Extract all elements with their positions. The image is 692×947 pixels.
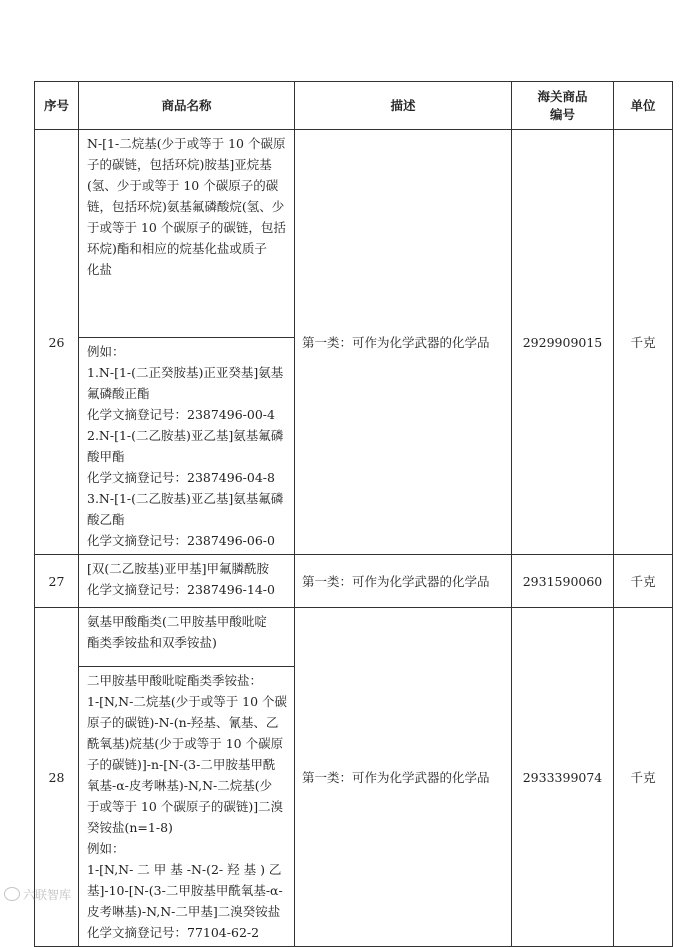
name-line: 癸铵盐(n=1-8) — [87, 820, 173, 835]
watermark-logo-icon — [4, 887, 20, 901]
name-line: 氟磷酸正酯 — [87, 386, 150, 401]
cell-index: 26 — [35, 130, 79, 555]
name-line: 酰氧基)烷基(少于或等于 10 个碳原 — [87, 736, 284, 751]
name-line: 基]-10-[N-(3-二甲胺基甲酰氧基-α- — [87, 883, 283, 898]
name-line: 二甲胺基甲酸吡啶酯类季铵盐： — [87, 673, 263, 688]
cell-name — [79, 608, 295, 667]
name-line: 酯类季铵盐和双季铵盐) — [87, 635, 217, 650]
cell-hs-code: 2933399074 — [512, 608, 614, 947]
header-description: 描述 — [295, 82, 512, 130]
header-hs-code — [512, 82, 614, 130]
name-line: 化学文摘登记号：2387496-14-0 — [87, 582, 275, 597]
cell-unit: 千克 — [614, 608, 673, 947]
header-name: 商品名称 — [79, 82, 295, 130]
table-header-row — [35, 82, 673, 130]
name-line: 氨基甲酸酯类(二甲胺基甲酸吡啶 — [87, 614, 267, 629]
name-line: 原子的碳链)-N-(n-羟基、氰基、乙 — [87, 715, 279, 730]
cell-description: 第一类：可作为化学武器的化学品 — [295, 608, 512, 947]
watermark-text: 六联智库 — [23, 888, 72, 902]
watermark — [4, 886, 71, 903]
header-hs-code-line2: 编号 — [549, 106, 575, 122]
name-line: (氢、少于或等于 10 个碳原子的碳 — [87, 178, 279, 193]
table-row — [35, 608, 673, 667]
name-line: 于或等于 10 个碳原子的碳链)]二溴 — [87, 799, 284, 814]
cell-name — [79, 667, 295, 947]
cell-name — [79, 130, 295, 338]
name-line: 1.N-[1-(二正癸胺基)正亚癸基]氨基 — [87, 365, 284, 380]
cell-description: 第一类：可作为化学武器的化学品 — [295, 130, 512, 555]
goods-table — [34, 81, 673, 947]
table-row — [35, 555, 673, 608]
name-line: 子的碳链，包括环烷)胺基]亚烷基 — [87, 157, 272, 172]
cell-hs-code: 2931590060 — [512, 555, 614, 608]
name-line: [双(二乙胺基)亚甲基]甲氟膦酰胺 — [87, 561, 270, 576]
name-line: N-[1-二烷基(少于或等于 10 个碳原 — [87, 136, 286, 151]
table-row — [35, 130, 673, 338]
header-unit: 单位 — [614, 82, 673, 130]
name-line: 3.N-[1-(二乙胺基)亚乙基]氨基氟磷 — [87, 491, 284, 506]
name-line: 1-[N,N-二烷基(少于或等于 10 个碳 — [87, 694, 288, 709]
cell-hs-code: 2929909015 — [512, 130, 614, 555]
cell-name — [79, 338, 295, 555]
header-hs-code-line1: 海关商品 — [537, 88, 588, 104]
name-line: 例如： — [87, 841, 125, 856]
header-index: 序号 — [35, 82, 79, 130]
name-line: 1-[N,N- 二 甲 基 -N-(2- 羟 基 ) 乙 — [87, 862, 282, 877]
name-line: 酸甲酯 — [87, 449, 125, 464]
name-line: 化学文摘登记号：2387496-06-0 — [87, 533, 275, 548]
cell-unit: 千克 — [614, 130, 673, 555]
name-line: 于或等于 10 个碳原子的碳链，包括 — [87, 220, 286, 235]
name-line: 化学文摘登记号：77104-62-2 — [87, 925, 260, 940]
name-line: 例如： — [87, 344, 125, 359]
name-line: 链，包括环烷)氨基氟磷酸烷(氢、少 — [87, 199, 285, 214]
cell-index: 28 — [35, 608, 79, 947]
name-line: 环烷)酯和相应的烷基化盐或质子 — [87, 241, 267, 256]
name-line: 化学文摘登记号：2387496-04-8 — [87, 470, 275, 485]
name-line: 2.N-[1-(二乙胺基)亚乙基]氨基氟磷 — [87, 428, 284, 443]
cell-name — [79, 555, 295, 608]
name-line: 化学文摘登记号：2387496-00-4 — [87, 407, 275, 422]
name-line: 酸乙酯 — [87, 512, 125, 527]
name-line: 子的碳链)]-n-[N-(3-二甲胺基甲酰 — [87, 757, 276, 772]
name-line: 皮考啉基)-N,N-二甲基]二溴癸铵盐 — [87, 904, 281, 919]
cell-index: 27 — [35, 555, 79, 608]
name-line: 化盐 — [87, 262, 113, 277]
name-line: 氧基-α-皮考啉基)-N,N-二烷基(少 — [87, 778, 273, 793]
cell-description: 第一类：可作为化学武器的化学品 — [295, 555, 512, 608]
cell-unit: 千克 — [614, 555, 673, 608]
